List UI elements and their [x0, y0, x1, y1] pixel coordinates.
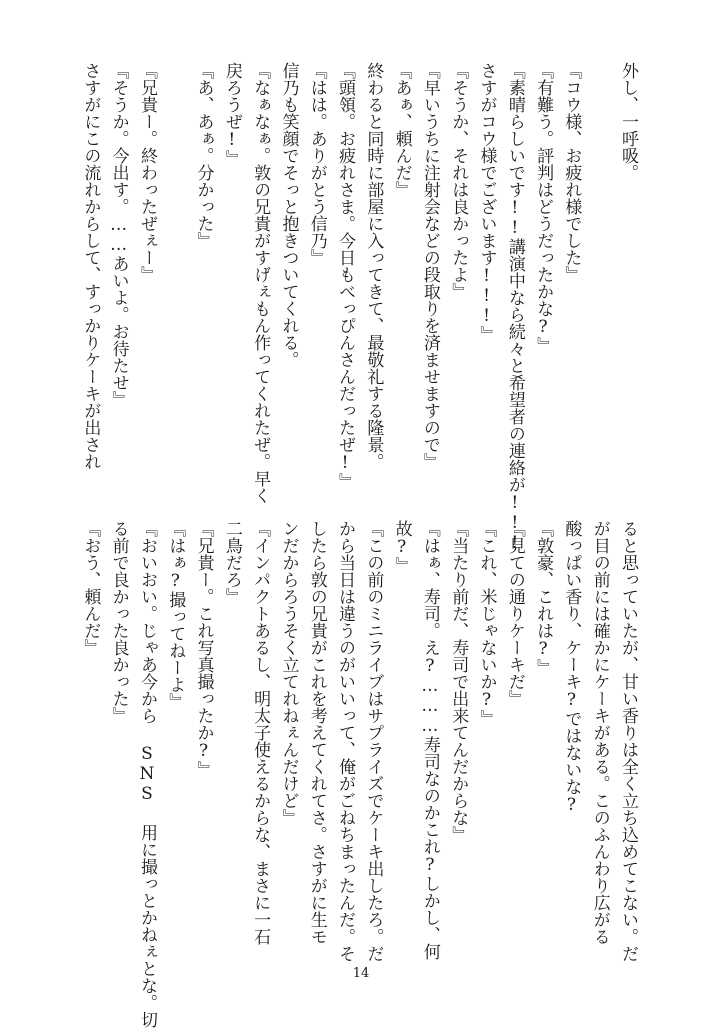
- text-line: ンだからろうそく立てれねぇんだけど』: [278, 520, 299, 826]
- text-line: 『おいおい。じゃあ今から SNS 用に撮っとかねぇとな。切: [136, 520, 157, 1028]
- text-line: 信乃も笑顔でそっと抱きついてくれる。: [278, 62, 299, 368]
- text-line: 『見ての通りケーキだ』: [504, 520, 525, 707]
- text-line: 『敦豪、これは?』: [533, 520, 554, 676]
- text-line: さすがコウ様でございます!!!』: [476, 62, 497, 343]
- text-line: 『インパクトあるし、明太子使えるからな、まさに一石: [250, 520, 271, 945]
- text-line: [585, 62, 613, 502]
- text-line: 故?』: [391, 520, 412, 574]
- text-line: 『有難う。評判はどうだったかな?』: [533, 62, 554, 354]
- text-line: 『兄貴ー。これ写真撮ったか?』: [193, 520, 214, 778]
- text-line: 『あぁ、頼んだ』: [391, 62, 412, 198]
- text-line: 『はは。ありがとう信乃』: [306, 62, 327, 266]
- text-line: 戻ろうぜ!』: [221, 62, 242, 167]
- text-line: 酸っぱい香り、ケーキ?ではないな?: [561, 520, 582, 815]
- text-line: 『兄貴ー。終わったぜぇー』: [136, 62, 157, 283]
- text-line: 外し、一呼吸。: [618, 62, 638, 181]
- text-line: さすがにこの流れからして、すっかりケーキが出され: [80, 62, 101, 470]
- text-line: [161, 62, 189, 502]
- text-line: 『はぁ、寿司。え?………寿司なのかこれ?しかし、何: [419, 520, 440, 960]
- text-line: 二鳥だろ』: [221, 520, 242, 605]
- text-line: 終わると同時に部屋に入ってきて、最敬礼する隆景。: [363, 62, 384, 470]
- text-line: 『コウ様、お疲れ様でした』: [561, 62, 582, 283]
- text-line: 『あ、あぁ。分かった』: [193, 62, 214, 249]
- text-line: 『この前のミニライブはサプライズでケーキ出したろ。だ: [363, 520, 384, 962]
- text-line: 『これ、米じゃないか?』: [476, 520, 497, 727]
- text-line: が目の前には確かにケーキがある。このふんわり広がる: [589, 520, 610, 945]
- text-line: 『そうか。今出す。……あいよ。お待たせ』: [108, 62, 129, 408]
- text-line: 『頭領。お疲れさま。今日もべっぴんさんだったぜ!』: [335, 62, 356, 490]
- text-line: 『早いうちに注射会などの段取りを済ませますので』: [419, 62, 440, 470]
- text-line: 『そうか、それは良かったよ』: [448, 62, 469, 300]
- text-line: 『はぁ?撮ってねーよ』: [165, 520, 186, 710]
- page-number: 14: [352, 966, 370, 981]
- text-line: ると思っていたが、甘い香りは全く立ち込めてこない。だ: [618, 520, 638, 962]
- text-line: したら敦の兄貴がこれを考えてくれてさ。さすがに生モ: [306, 520, 327, 945]
- upper-text-block: [80, 62, 642, 553]
- text-line: 『なぁなぁ。敦の兄貴がすげぇもん作ってくれたぜ。早く: [250, 62, 271, 504]
- text-line: から当日は違うのがいいって、俺がごねちまったんだ。そ: [335, 520, 356, 962]
- text-line: 『素晴らしいです!!講演中なら続々と希望者の連絡が!!!: [504, 62, 525, 553]
- text-line: 『当たり前だ、寿司で出来てんだからな』: [448, 520, 469, 843]
- text-line: 『おう、頼んだ』: [80, 520, 101, 656]
- text-line: る前で良かった良かった』: [108, 520, 129, 724]
